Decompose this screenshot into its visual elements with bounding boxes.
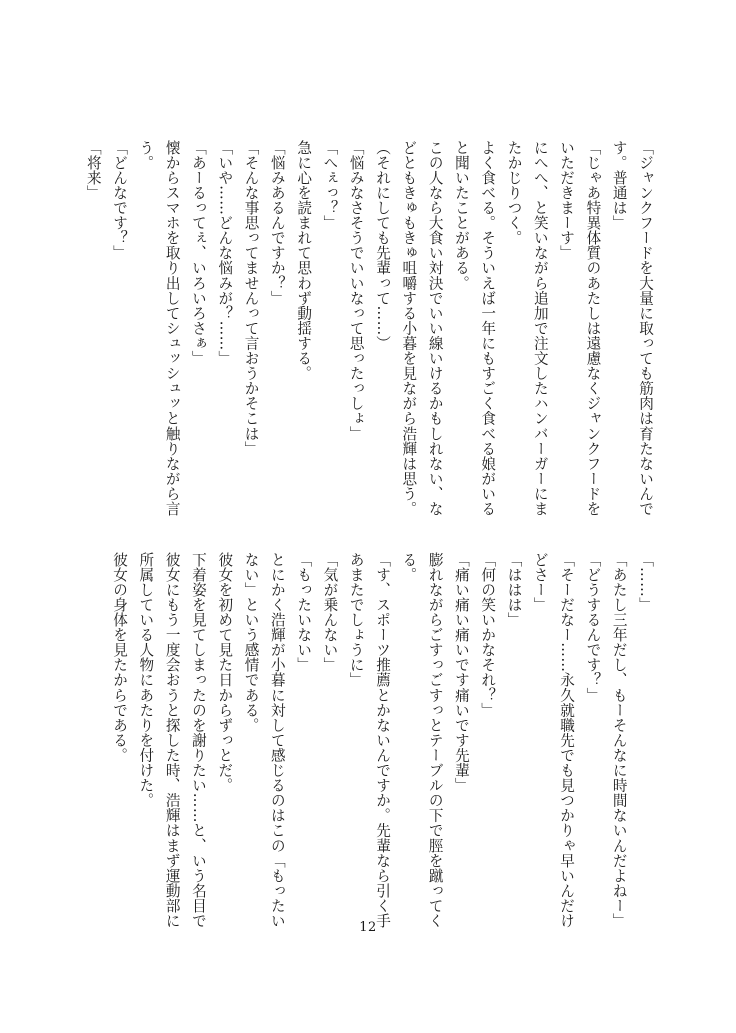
text-line: どともきゅもきゅ咀嚼する小暮を見ながら浩輝は思う。 [400,140,418,517]
text-line: 彼女を初めて見た日からずっとだ。 [216,552,234,793]
page-number: 12 [359,920,377,935]
text-line: 「将来」 [84,140,102,201]
text-line: 「す、スポーツ推薦とかないんですか。先輩なら引く手 [374,552,392,929]
text-line: （それにしても先輩って……） [374,140,392,351]
text-line: たかじりつく。 [505,140,523,246]
text-line: 「そーだなー……永久就職先でも見つかりゃ早いんだけ [558,552,576,929]
text-line: 急に心を読まれて思わず動揺する。 [295,140,313,381]
text-line: と聞いたことがある。 [452,140,470,291]
text-line: 「ははは」 [505,552,523,628]
text-line: ない」という感情である。 [242,552,260,733]
text-line: 膨れながらごすっごすっとテーブルの下で脛を蹴ってく [426,552,444,929]
text-line: とにかく浩輝が小暮に対して感じるのはこの「もったい [268,552,286,929]
text-line: 「痛い痛い痛いです痛いです先輩」 [452,552,470,793]
text-line: あまたでしょうに」 [347,552,365,688]
text-line: 「じゃあ特異体質のあたしは遠慮なくジャンクフードを [584,140,602,517]
text-line: 「あたし三年だし、もーそんなに時間ないんだよねー」 [610,552,628,929]
vertical-text-block-upper [79,140,658,517]
text-line: 彼女の身体を見たからである。 [111,552,129,763]
text-line: 「悩みなさそうでいいなって思ったっしょ」 [347,140,365,441]
text-line: 「悩みあるんですか？」 [268,140,286,306]
text-line: 「もったいない」 [295,552,313,673]
text-line: う。 [137,140,155,171]
text-line: 下着姿を見てしまったのを謝りたい……と、いう名目で [189,552,207,929]
text-line: よく食べる。そういえば一年にもすごく食べる娘がいる [479,140,497,517]
text-line: 「へぇっ？」 [321,140,339,231]
text-line: 彼女にもう一度会おうと探した時、浩輝はまず運動部に [163,552,181,929]
text-line: 「何の笑いかなそれ？」 [479,552,497,718]
text-line: 懐からスマホを取り出してシュッシュッと触りながら言 [163,140,181,517]
text-line: 「いや……どんな悩みが？……」 [216,140,234,366]
text-line: 「……」 [637,552,654,613]
text-line: 「あーるってぇ、いろいろさぁ」 [189,140,207,366]
text-line: いただきまーす」 [558,140,576,261]
text-line: この人なら大食い対決でいい線いけるかもしれない、な [426,140,444,517]
text-line: にへへ、と笑いながら追加で注文したハンバーガーにま [531,140,549,517]
text-line: 「どうするんです？」 [584,552,602,703]
text-line: どさー」 [531,552,549,613]
text-line: 「気が乗んない」 [321,552,339,673]
text-line: 「どんなです？」 [111,140,129,261]
text-line: す。普通は」 [610,140,628,231]
text-line: 「ジャンクフードを大量に取っても筋肉は育たないんで [637,140,654,517]
text-line: 「そんな事思ってませんって言おうかそこは」 [242,140,260,457]
text-line: 所属している人物にあたりを付けた。 [137,552,155,808]
text-line: る。 [400,552,418,583]
